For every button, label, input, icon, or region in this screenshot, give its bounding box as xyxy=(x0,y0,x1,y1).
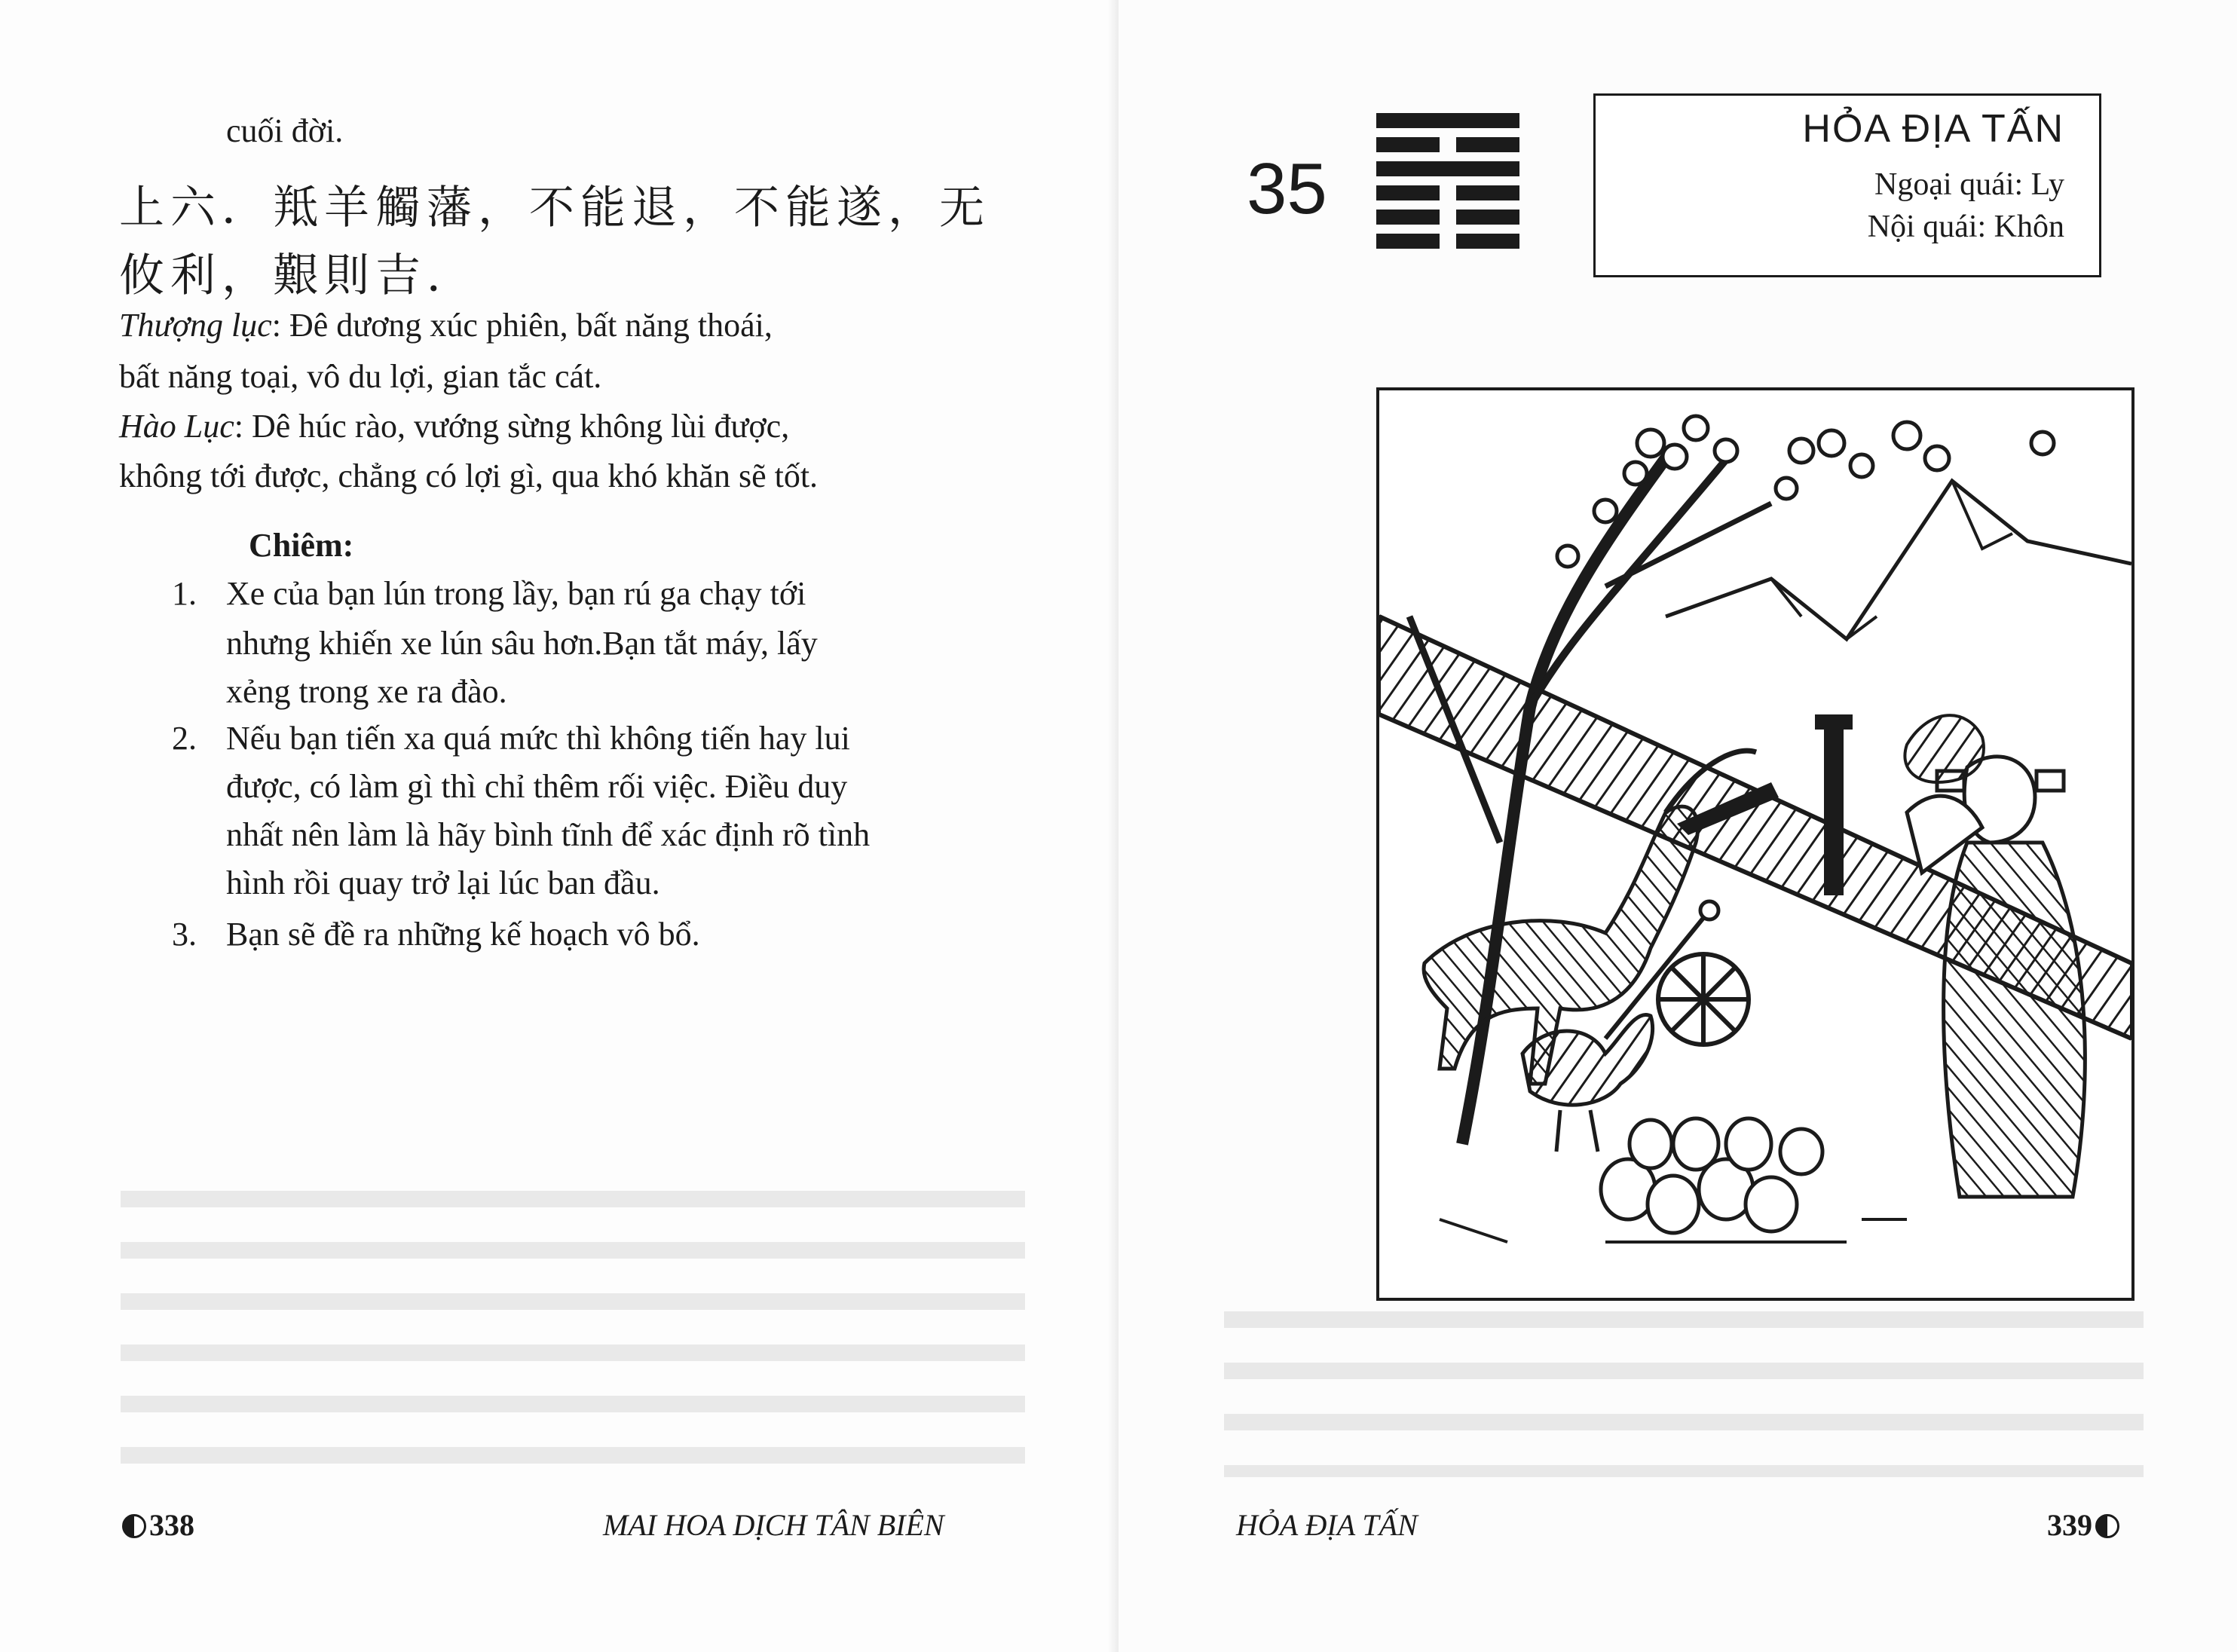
running-title-right: HỎA ĐỊA TẤN xyxy=(1236,1508,1418,1542)
running-title-left: MAI HOA DỊCH TÂN BIÊN xyxy=(603,1508,944,1542)
outer-trigram: Ngoại quái: Ly xyxy=(1874,167,2064,202)
list-number: 2. xyxy=(172,720,197,757)
hao-luc-text-1: : Dê húc rào, vướng sừng không lùi được, xyxy=(234,408,790,445)
thuong-luc-text-1: : Đê dương xúc phiên, bất năng thoái, xyxy=(271,307,773,344)
left-page xyxy=(0,0,1118,1652)
thuong-luc-line-1 xyxy=(119,301,773,350)
hexagram-title: HỎA ĐỊA TẤN xyxy=(1802,107,2064,151)
hao-luc-line-1 xyxy=(119,402,789,451)
yin-yang-icon xyxy=(2095,1514,2119,1538)
thuong-luc-label: Thượng lục xyxy=(119,307,272,344)
han-verse-line-2: 攸利，艱則吉． xyxy=(119,249,478,302)
list-line: hình rồi quay trở lại lúc ban đầu. xyxy=(226,864,660,901)
list-line: nhưng khiến xe lún sâu hơn.Bạn tắt máy, lấy xyxy=(226,625,818,662)
bleed-through-texture xyxy=(121,1191,1025,1492)
yin-yang-icon xyxy=(122,1514,146,1538)
list-line: được, có làm gì thì chỉ thêm rối việc. Điều duy xyxy=(226,768,848,805)
chiem-heading: Chiêm: xyxy=(249,527,354,564)
list-item-1 xyxy=(0,570,1055,720)
inner-trigram: Nội quái: Khôn xyxy=(1867,210,2064,244)
continued-line: cuối đời. xyxy=(226,112,344,149)
trigram-info-box xyxy=(1593,93,2101,277)
woodcut-illustration xyxy=(1376,387,2134,1301)
list-item-3 xyxy=(0,910,1055,963)
list-line: Bạn sẽ đề ra những kế hoạch vô bổ. xyxy=(226,916,700,953)
thuong-luc-line-2: bất năng toại, vô du lợi, gian tắc cát. xyxy=(119,358,602,395)
bleed-through-texture xyxy=(1224,1311,2144,1477)
page-number-right: 339 xyxy=(2047,1507,2119,1543)
page-number-left: 338 xyxy=(122,1507,194,1543)
list-line: nhất nên làm là hãy bình tĩnh để xác định rõ tình xyxy=(226,816,871,853)
list-line: xẻng trong xe ra đào. xyxy=(226,673,507,710)
han-verse-line-1: 上六．羝羊觸藩，不能退，不能遂，无 xyxy=(119,182,990,234)
list-number: 1. xyxy=(172,575,197,612)
hexagram-number: 35 xyxy=(1247,148,1327,229)
hexagram-icon xyxy=(1376,113,1519,249)
list-line: Xe của bạn lún trong lầy, bạn rú ga chạy tới xyxy=(226,575,806,612)
list-number: 3. xyxy=(172,916,197,953)
list-line: Nếu bạn tiến xa quá mức thì không tiến hay lui xyxy=(226,720,850,757)
illustration-drawing xyxy=(1379,390,2131,1298)
hao-luc-line-2: không tới được, chẳng có lợi gì, qua khó khăn sẽ tốt. xyxy=(119,457,819,494)
list-item-2 xyxy=(0,714,1055,910)
hao-luc-label: Hào Lục xyxy=(119,408,234,445)
